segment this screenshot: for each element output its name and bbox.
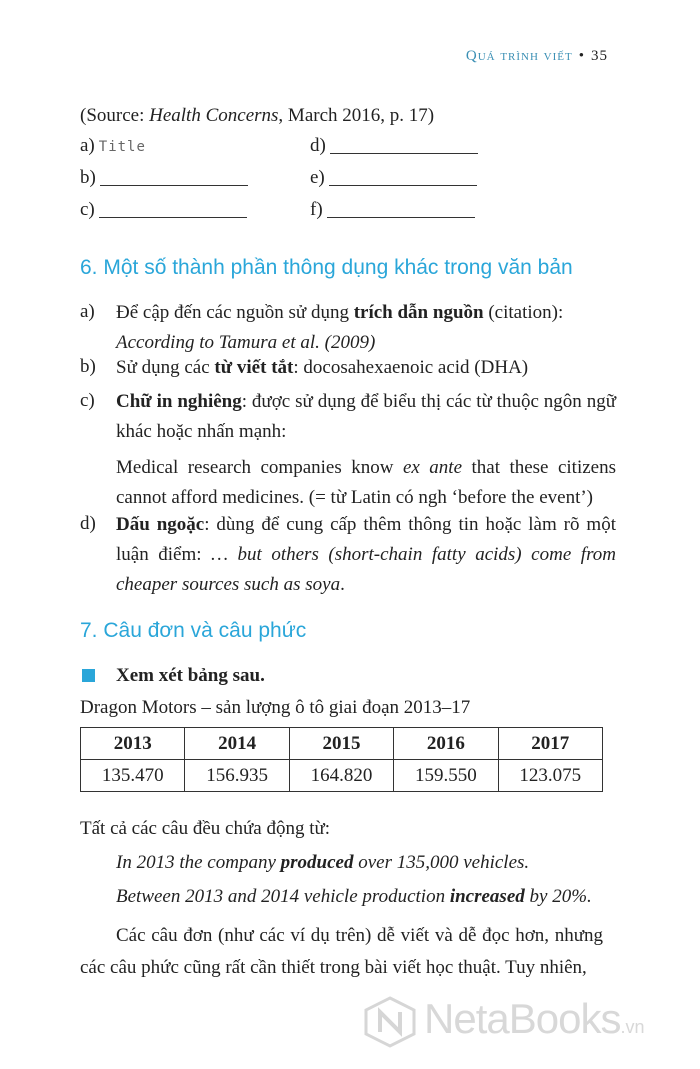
answer-d: d) [310, 134, 478, 158]
chapter-title: Quá trình viết [465, 48, 573, 64]
section-7-heading: 7. Câu đơn và câu phức [80, 619, 307, 642]
running-header [466, 48, 608, 65]
table-caption: Dragon Motors – sản lượng ô tô giai đoạn 2013–17 [80, 697, 471, 718]
source-citation: (Source: Health Concerns, March 2016, p. 17) [80, 105, 435, 126]
answer-b-blank[interactable] [100, 167, 248, 186]
item-c-text: Chữ in nghiêng: được sử dụng để biểu thị các từ thuộc ngôn ngữ khác hoặc nhấn mạnh: Medical research companies know ex ante that these citizens cannot afford medicines. (= từ Latin có ngh ‘before the event’) [116, 391, 617, 508]
answer-a-value: Title [98, 139, 146, 155]
production-table [80, 727, 603, 792]
year-cell: 2013 [81, 728, 185, 760]
value-cell: 123.075 [498, 760, 602, 792]
year-cell: 2015 [289, 728, 393, 760]
page-number: 35 [591, 48, 608, 64]
section-6-heading: 6. Một số thành phần thông dụng khác trong văn bản [80, 256, 573, 279]
task-instruction: Xem xét bảng sau. [116, 665, 265, 686]
intro-sentence: Tất cả các câu đều chứa động từ: [80, 818, 331, 839]
item-a-text: Để cập đến các nguồn sử dụng trích dẫn nguồn (citation): According to Tamura et al. (2009) [116, 302, 564, 353]
item-c-label: c) [80, 390, 95, 411]
answer-b: b) [80, 166, 248, 190]
item-d-text: Dấu ngoặc: dùng để cung cấp thêm thông tin hoặc làm rõ một luận điểm: … but others (short-chain fatty acids) come from cheaper sources such as soya. [116, 514, 616, 595]
watermark-text: NetaBooks.vn [424, 995, 645, 1042]
answer-c: c) [80, 198, 247, 222]
bullet-square-icon [82, 669, 95, 682]
item-b-label: b) [80, 356, 96, 377]
netabooks-logo-icon [362, 996, 418, 1048]
answer-d-blank[interactable] [330, 135, 478, 154]
value-cell: 164.820 [289, 760, 393, 792]
value-cell: 135.470 [81, 760, 185, 792]
year-cell: 2014 [185, 728, 289, 760]
value-cell: 159.550 [394, 760, 498, 792]
value-cell: 156.935 [185, 760, 289, 792]
answer-f-blank[interactable] [327, 199, 475, 218]
table-header-row [81, 728, 603, 760]
header-separator: • [578, 48, 585, 64]
item-b-text: Sử dụng các từ viết tắt: docosahexaenoic acid (DHA) [116, 357, 529, 378]
answer-a: a) Title [80, 135, 146, 156]
year-cell: 2016 [394, 728, 498, 760]
item-d-label: d) [80, 513, 96, 534]
table-row [81, 760, 603, 792]
year-cell: 2017 [498, 728, 602, 760]
body-paragraph: Các câu đơn (như các ví dụ trên) dễ viết và dễ đọc hơn, nhưng các câu phức cũng rất cần thiết trong bài viết học thuật. Tuy nhiên, [80, 925, 603, 978]
example-2: Between 2013 and 2014 vehicle production increased by 20%. [116, 886, 592, 907]
example-1: In 2013 the company produced over 135,000 vehicles. [116, 852, 530, 873]
answer-f: f) [310, 198, 475, 222]
item-a-label: a) [80, 301, 95, 322]
answer-c-blank[interactable] [99, 199, 247, 218]
answer-e-blank[interactable] [329, 167, 477, 186]
answer-e: e) [310, 166, 477, 190]
